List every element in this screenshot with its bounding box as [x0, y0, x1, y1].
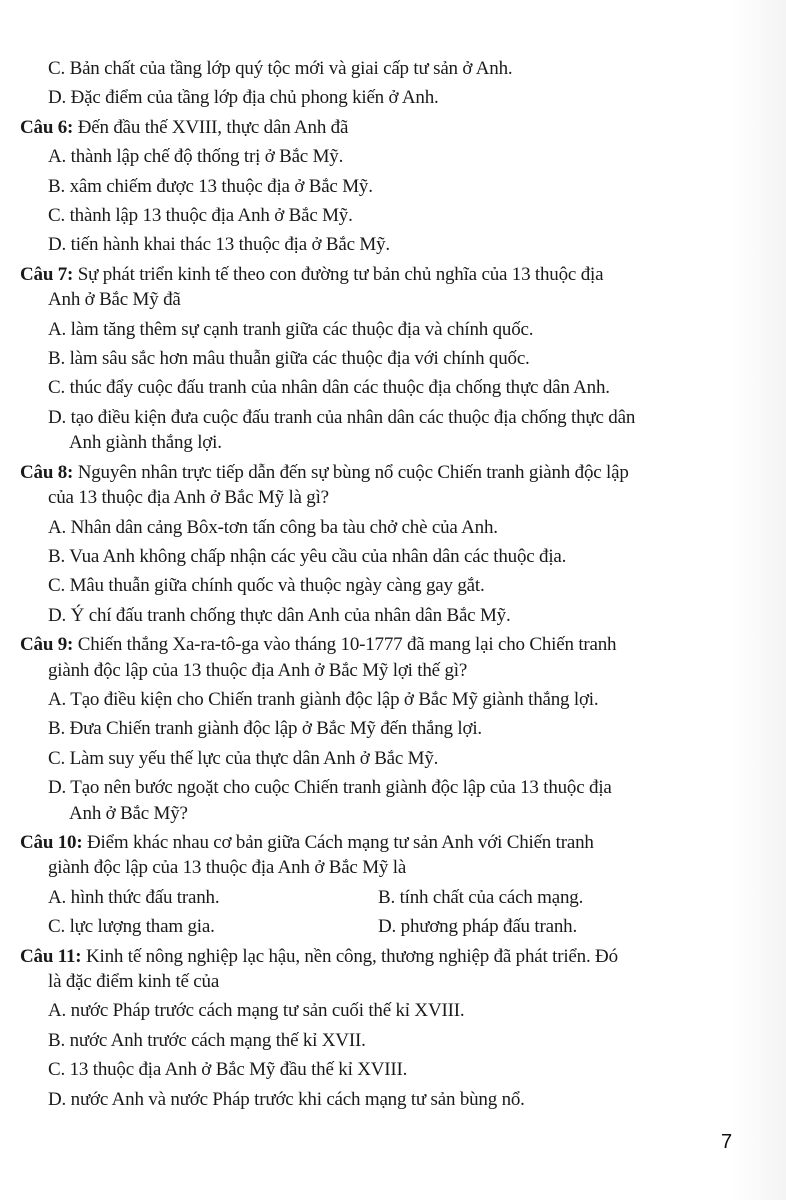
option-text: tiến hành khai thác 13 thuộc địa ở Bắc Mỹ.	[70, 234, 390, 256]
question-text: Chiến thắng Xa-ra-tô-ga vào tháng 10-1777 đã mang lại cho Chiến tranh	[77, 634, 617, 656]
option-letter: A.	[48, 688, 67, 710]
option-d	[20, 775, 740, 800]
option-text: tạo điều kiện đưa cuộc đấu tranh của nhân dân các thuộc địa chống thực dân	[70, 406, 636, 428]
option-letter: A.	[48, 318, 67, 340]
option-letter: C.	[48, 1059, 66, 1081]
option-a	[20, 144, 740, 169]
option-text: Tạo nên bước ngoặt cho cuộc Chiến tranh giành độc lập của 13 thuộc địa	[70, 777, 612, 799]
option-letter: C.	[48, 205, 66, 227]
option-d	[20, 603, 740, 628]
option-letter: D.	[48, 87, 67, 109]
option-text: phương pháp đấu tranh.	[400, 916, 577, 938]
option-b	[20, 174, 740, 199]
question-stem	[20, 460, 740, 485]
option-text: Bản chất của tầng lớp quý tộc mới và giai cấp tư sản ở Anh.	[69, 58, 513, 79]
option-text: thành lập 13 thuộc địa Anh ở Bắc Mỹ.	[69, 205, 353, 227]
option-text: Tạo điều kiện cho Chiến tranh giành độc lập ở Bắc Mỹ giành thắng lợi.	[70, 688, 599, 710]
question-stem	[20, 632, 740, 657]
option-text: Đặc điểm của tầng lớp địa chủ phong kiến ở Anh.	[70, 87, 439, 109]
option-letter: B.	[48, 1029, 66, 1051]
option-b	[378, 885, 708, 910]
page-number: 7	[721, 1131, 733, 1153]
question-label: Câu 9:	[20, 634, 74, 656]
option-text: Đưa Chiến tranh giành độc lập ở Bắc Mỹ đến thắng lợi.	[69, 718, 482, 740]
option-c	[20, 203, 740, 228]
option-text: Mâu thuẫn giữa chính quốc và thuộc ngày càng gay gắt.	[69, 575, 485, 597]
option-text: nước Anh và nước Pháp trước khi cách mạng tư sản bùng nổ.	[70, 1088, 525, 1110]
option-letter: A.	[48, 146, 67, 168]
option-line	[20, 56, 740, 81]
option-text: xâm chiếm được 13 thuộc địa ở Bắc Mỹ.	[69, 175, 373, 197]
option-letter: D.	[378, 916, 397, 938]
option-a	[20, 515, 740, 540]
option-c	[20, 573, 740, 598]
option-letter: A.	[48, 516, 67, 538]
option-letter: A.	[48, 1000, 67, 1022]
question-label: Câu 6:	[20, 116, 74, 138]
option-d	[20, 232, 740, 257]
question-8	[20, 460, 740, 628]
option-letter: B.	[48, 545, 66, 567]
option-row	[20, 885, 740, 910]
option-text: hình thức đấu tranh.	[70, 886, 220, 908]
option-row	[20, 914, 740, 939]
option-letter: C.	[48, 575, 66, 597]
option-text: tính chất của cách mạng.	[399, 886, 584, 908]
option-a	[20, 687, 740, 712]
option-text: Nhân dân cảng Bôx-tơn tấn công ba tàu chở chè của Anh.	[70, 516, 498, 538]
question-stem	[20, 944, 740, 969]
option-text: lực lượng tham gia.	[69, 916, 215, 938]
option-text: Vua Anh không chấp nhận các yêu cầu của nhân dân các thuộc địa.	[69, 545, 567, 567]
option-c	[20, 1057, 740, 1082]
option-a	[20, 317, 740, 342]
option-b	[20, 1028, 740, 1053]
question-stem-continued: Anh ở Bắc Mỹ đã	[48, 289, 181, 311]
option-letter: B.	[48, 348, 66, 370]
question-stem-continued: giành độc lập của 13 thuộc địa Anh ở Bắc Mỹ là	[48, 857, 407, 879]
option-b	[20, 716, 740, 741]
question-text: Kinh tế nông nghiệp lạc hậu, nền công, thương nghiệp đã phát triển. Đó	[85, 945, 618, 967]
question-stem	[20, 262, 740, 287]
option-letter: C.	[48, 58, 66, 79]
option-text: Làm suy yếu thế lực của thực dân Anh ở Bắc Mỹ.	[69, 747, 439, 769]
question-label: Câu 10:	[20, 831, 83, 853]
option-text: làm tăng thêm sự cạnh tranh giữa các thuộc địa và chính quốc.	[70, 318, 534, 340]
question-stem	[20, 830, 740, 855]
option-letter: D.	[48, 604, 67, 626]
question-text: Nguyên nhân trực tiếp dẫn đến sự bùng nổ cuộc Chiến tranh giành độc lập	[77, 461, 629, 483]
option-text: thành lập chế độ thống trị ở Bắc Mỹ.	[70, 146, 344, 168]
option-d	[20, 1087, 740, 1112]
question-text: Sự phát triển kinh tế theo con đường tư bản chủ nghĩa của 13 thuộc địa	[77, 263, 604, 285]
option-a	[48, 885, 378, 910]
question-label: Câu 8:	[20, 461, 74, 483]
option-letter: C.	[48, 747, 66, 769]
option-c	[48, 914, 378, 939]
option-text: nước Pháp trước cách mạng tư sản cuối thế kỉ XVIII.	[70, 1000, 465, 1022]
question-label: Câu 7:	[20, 263, 74, 285]
question-label: Câu 11:	[20, 945, 82, 967]
option-text: 13 thuộc địa Anh ở Bắc Mỹ đầu thế kỉ XVIII.	[69, 1059, 408, 1081]
question-stem-continued: là đặc điểm kinh tế của	[48, 971, 220, 992]
question-text: Điểm khác nhau cơ bản giữa Cách mạng tư sản Anh với Chiến tranh	[87, 831, 594, 853]
option-b	[20, 544, 740, 569]
option-a	[20, 998, 740, 1023]
option-letter: D.	[48, 234, 67, 256]
option-letter: B.	[378, 886, 396, 908]
option-d-continued: Anh ở Bắc Mỹ?	[69, 802, 188, 824]
question-6	[20, 115, 740, 258]
option-letter: C.	[48, 916, 66, 938]
question-10	[20, 830, 740, 940]
question-7	[20, 262, 740, 456]
option-b	[20, 346, 740, 371]
option-letter: A.	[48, 886, 67, 908]
question-11	[20, 944, 740, 1112]
option-text: làm sâu sắc hơn mâu thuẫn giữa các thuộc địa với chính quốc.	[69, 348, 530, 370]
option-letter: C.	[48, 377, 66, 399]
option-line	[20, 85, 740, 110]
option-d	[378, 914, 708, 939]
option-letter: D.	[48, 777, 67, 799]
option-d-continued: Anh giành thắng lợi.	[69, 432, 222, 454]
question-stem-continued: của 13 thuộc địa Anh ở Bắc Mỹ là gì?	[48, 487, 329, 509]
question-text: Đến đầu thế XVIII, thực dân Anh đã	[77, 116, 349, 138]
option-c	[20, 375, 740, 400]
question-stem-continued: giành độc lập của 13 thuộc địa Anh ở Bắc Mỹ lợi thế gì?	[48, 659, 468, 681]
option-d	[20, 405, 740, 430]
question-stem	[20, 115, 740, 140]
option-letter: B.	[48, 175, 66, 197]
option-c	[20, 746, 740, 771]
option-text: nước Anh trước cách mạng thế kỉ XVII.	[69, 1029, 366, 1051]
option-letter: D.	[48, 406, 67, 428]
option-letter: D.	[48, 1088, 67, 1110]
option-text: Ý chí đấu tranh chống thực dân Anh của nhân dân Bắc Mỹ.	[70, 604, 511, 626]
option-text: thúc đẩy cuộc đấu tranh của nhân dân các thuộc địa chống thực dân Anh.	[69, 377, 610, 399]
page-content	[20, 52, 740, 1112]
option-letter: B.	[48, 718, 66, 740]
question-9	[20, 632, 740, 826]
